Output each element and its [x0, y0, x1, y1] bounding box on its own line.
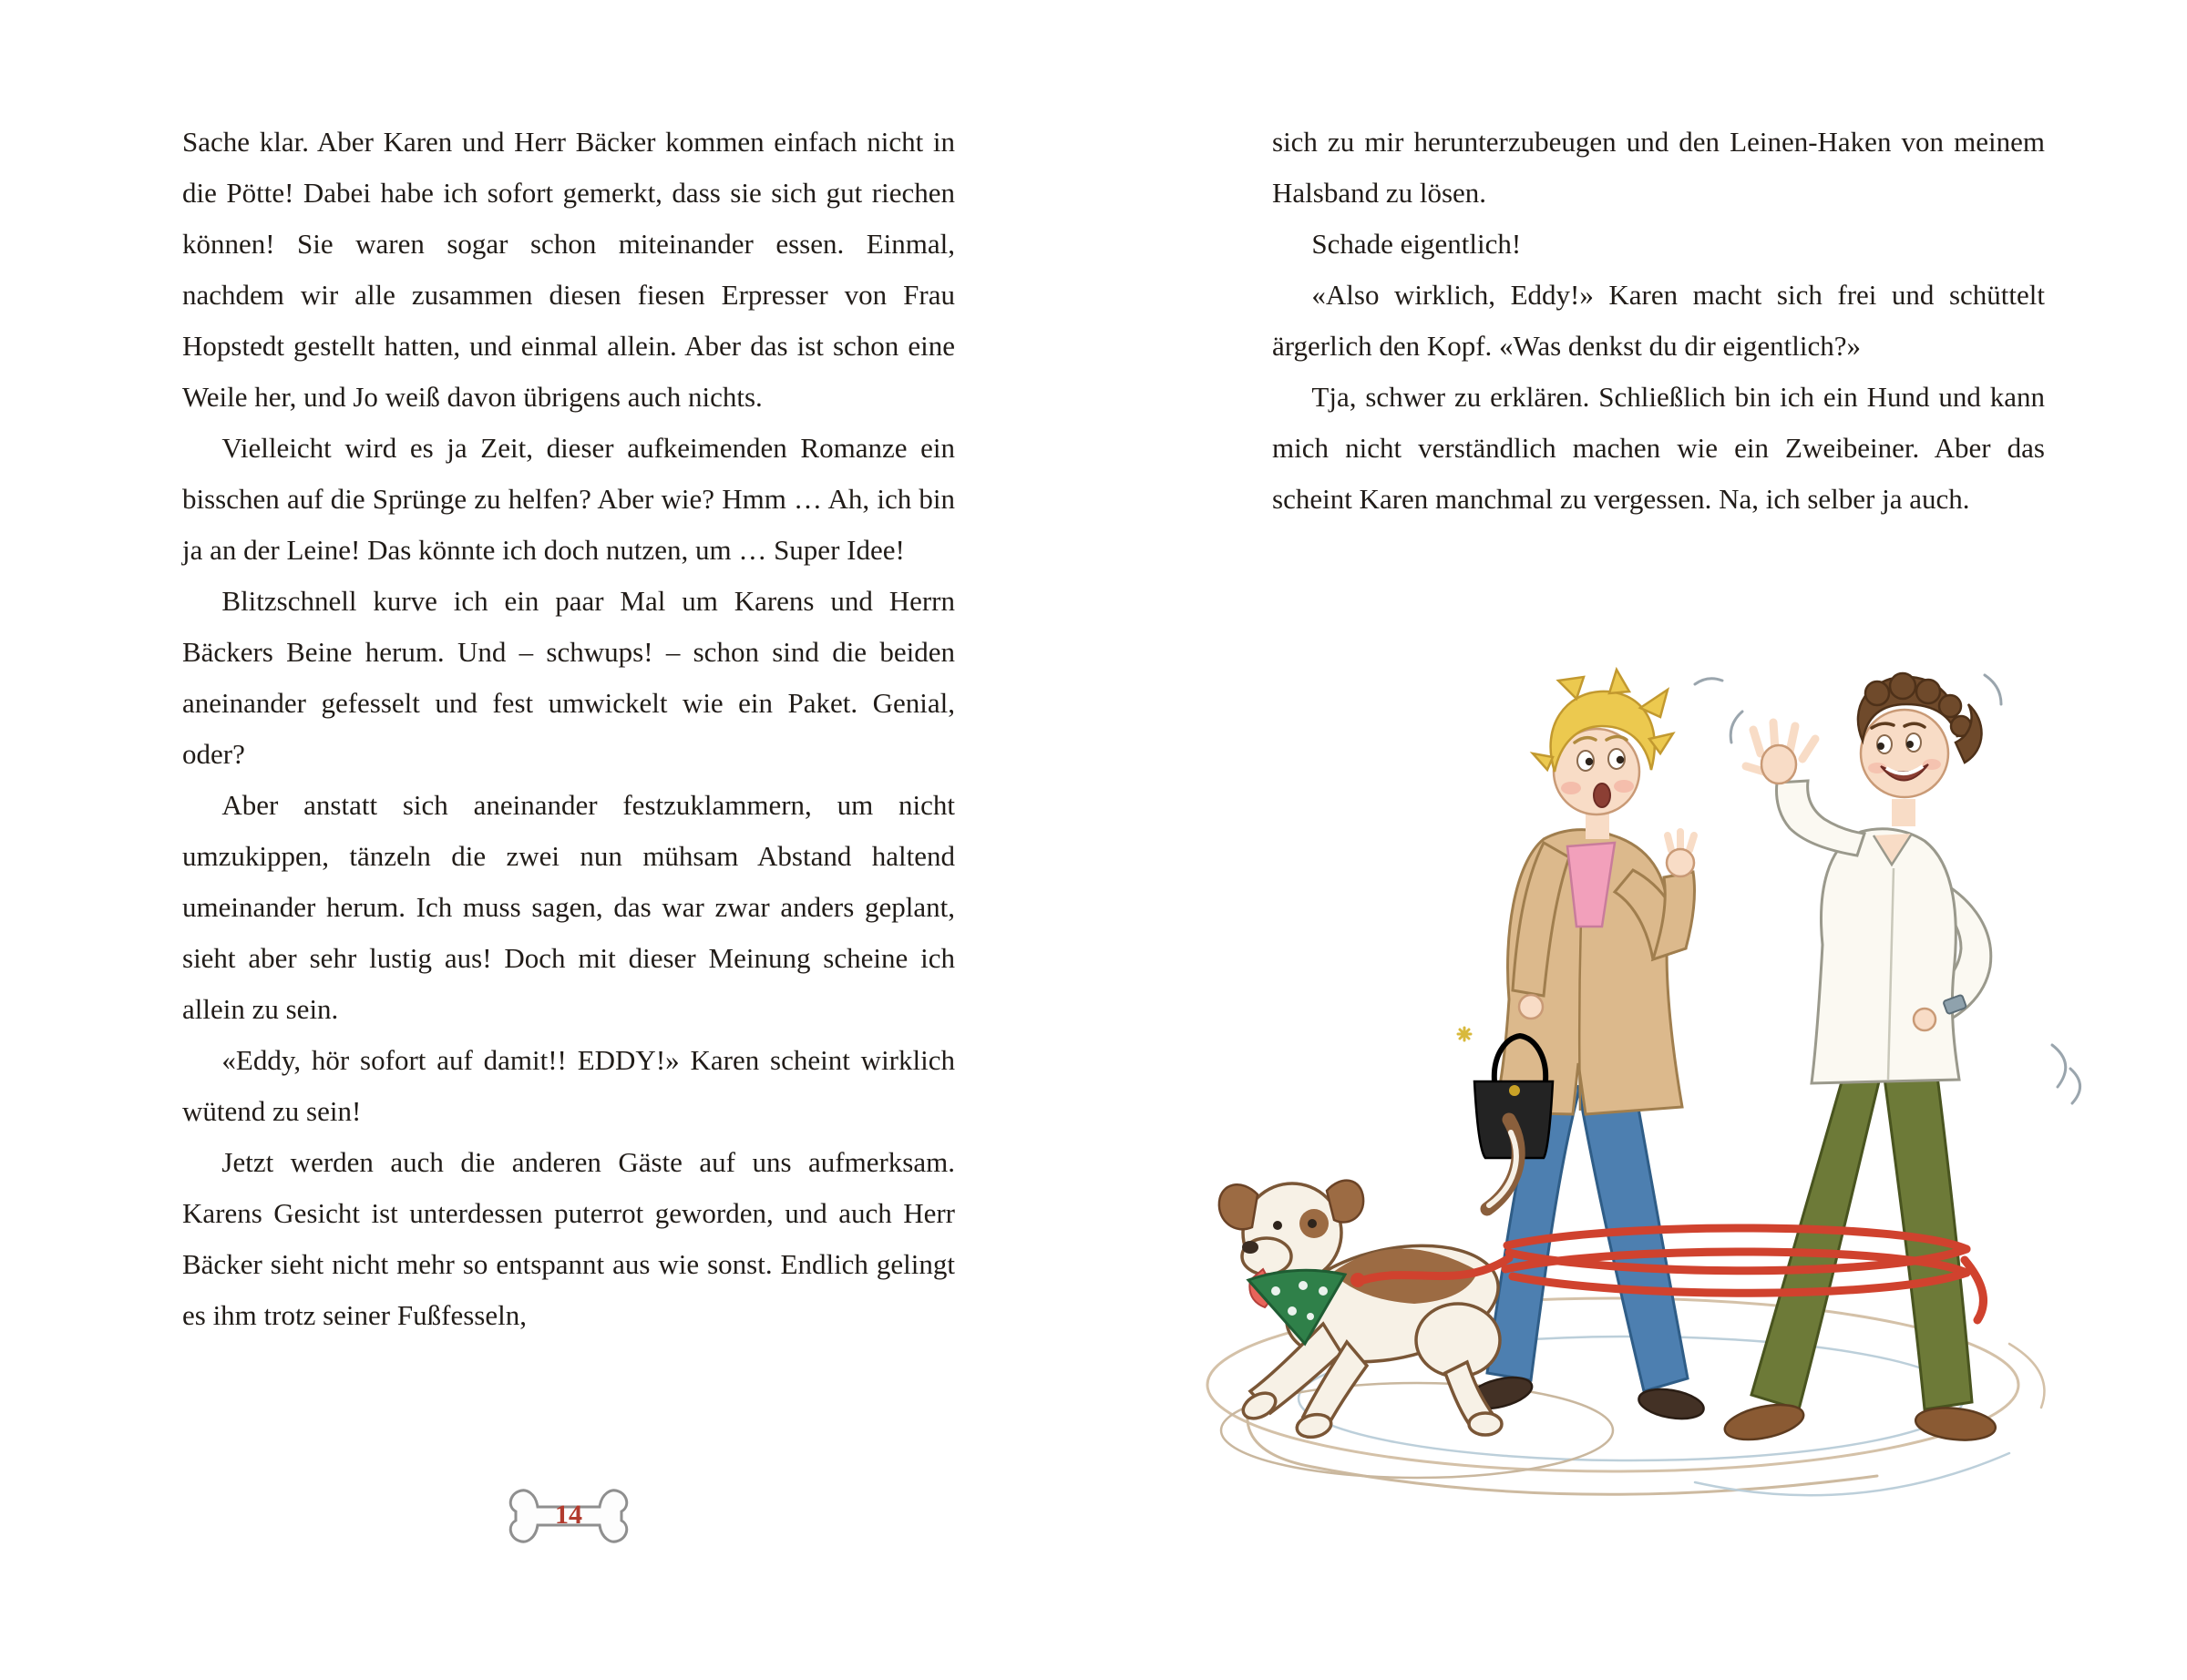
illustration-svg	[1185, 651, 2105, 1544]
dog-nose	[1242, 1241, 1258, 1254]
paragraph: Tja, schwer zu erklären. Schließlich bin ich ein Hund und kann mich nicht verständlich machen wie ein Zweibeiner. Aber das scheint Karen manchmal zu vergessen. Na, ich selber ja auch.	[1272, 381, 2045, 515]
woman	[1464, 670, 1706, 1423]
page-number-bone	[505, 1483, 632, 1549]
man-shirt	[1777, 781, 1991, 1083]
left-text-block	[182, 117, 955, 1341]
page-number: 14	[555, 1500, 582, 1530]
paragraph: «Eddy, hör sofort auf damit!! EDDY!» Karen scheint wirklich wütend zu sein!	[182, 1044, 955, 1127]
illustration	[1185, 651, 2105, 1544]
woman-mouth	[1594, 784, 1610, 807]
right-text-block	[1272, 117, 2045, 525]
paragraph: Aber anstatt sich aneinander festzuklammern, um nicht umzukippen, tänzeln die zwei nun mühsam Abstand haltend umeinander herum. Ich muss sagen, das war zwar anders geplant, sieht aber sehr lustig aus! Doch mit dieser Meinung scheine ich allein zu sein.	[182, 789, 955, 1025]
paragraph: Vielleicht wird es ja Zeit, dieser aufkeimenden Romanze ein bisschen auf die Sprünge zu helfen? Aber wie? Hmm … Ah, ich bin ja an der Leine! Das könnte ich doch nutzen, um … Super Idee!	[182, 432, 955, 566]
paragraph: Jetzt werden auch die anderen Gäste auf uns aufmerksam. Karens Gesicht ist unterdessen puterrot geworden, und auch Herr Bäcker sieht nicht mehr so entspannt aus wie sonst. Endlich gelingt es ihm trotz seiner Fußfesseln,	[182, 1146, 955, 1331]
paragraph: sich zu mir herunterzubeugen und den Leinen-Haken von meinem Halsband zu lösen.	[1272, 126, 2045, 209]
man-hip-hand	[1914, 1009, 1935, 1030]
sparkle	[1458, 1028, 1471, 1040]
paragraph: «Also wirklich, Eddy!» Karen macht sich frei und schüttelt ärgerlich den Kopf. «Was denkst du dir eigentlich?»	[1272, 279, 2045, 362]
dog-eye-right	[1308, 1219, 1317, 1228]
man	[1721, 673, 1997, 1446]
paragraph: Blitzschnell kurve ich ein paar Mal um Karens und Herrn Bäckers Beine herum. Und – schwups! – schon sind die beiden aneinander gefesselt und fest umwickelt wie ein Paket. Genial, oder?	[182, 585, 955, 770]
paragraph: Sache klar. Aber Karen und Herr Bäcker kommen einfach nicht in die Pötte! Dabei habe ich sofort gemerkt, dass sie sich gut riechen können! Sie waren sogar schon miteinander essen. Einmal, nachdem wir alle zusammen diesen fiesen Erpresser von Frau Hopstedt gestellt hatten, und einmal allein. Aber das ist schon eine Weile her, und Jo weiß davon übrigens auch nichts.	[182, 126, 955, 413]
leash-knot	[1350, 1273, 1365, 1287]
man-open-hand	[1746, 722, 1815, 784]
paragraph: Schade eigentlich!	[1311, 228, 1522, 260]
man-face	[1861, 710, 1948, 797]
man-neck	[1892, 799, 1915, 826]
woman-neck	[1586, 812, 1609, 839]
dog-eye-left	[1273, 1221, 1282, 1230]
